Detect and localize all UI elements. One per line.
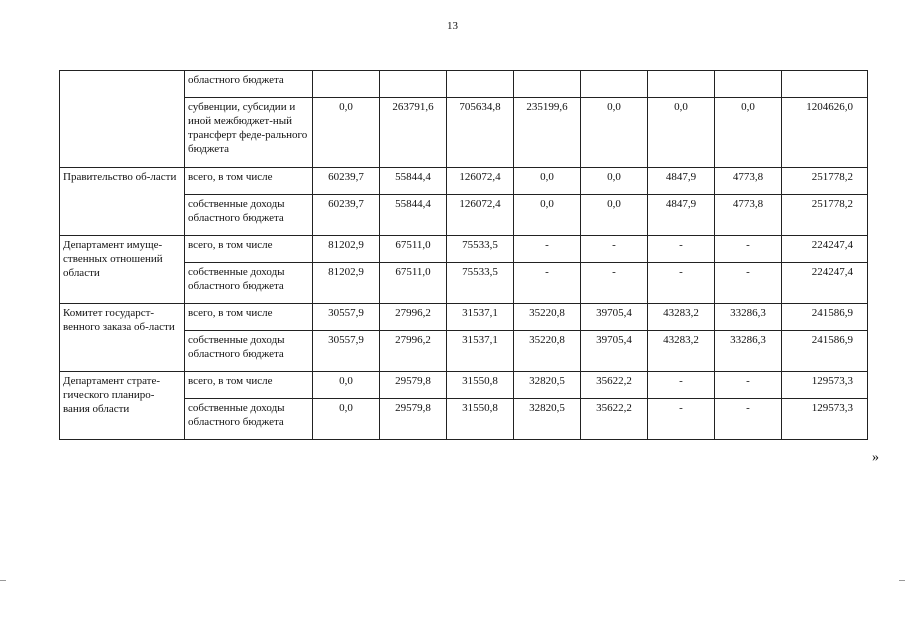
margin-mark-left bbox=[0, 580, 6, 581]
value-cell: 27996,2 bbox=[380, 304, 447, 331]
total-value-cell: 241586,9 bbox=[782, 304, 868, 331]
value-cell: 43283,2 bbox=[648, 304, 715, 331]
table-row bbox=[60, 236, 868, 263]
funding-source-cell: субвенции, субсидии и иной межбюджет-ный трансферт феде-рального бюджета bbox=[185, 98, 313, 168]
value-cell bbox=[581, 71, 648, 98]
closing-quote-mark: » bbox=[872, 450, 879, 465]
value-cell: 0,0 bbox=[648, 98, 715, 168]
value-cell: 235199,6 bbox=[514, 98, 581, 168]
value-cell: 35622,2 bbox=[581, 399, 648, 440]
value-cell: 263791,6 bbox=[380, 98, 447, 168]
value-cell: - bbox=[648, 236, 715, 263]
value-cell: 30557,9 bbox=[313, 331, 380, 372]
value-cell: 67511,0 bbox=[380, 263, 447, 304]
page-number: 13 bbox=[447, 20, 458, 32]
total-value-cell: 224247,4 bbox=[782, 263, 868, 304]
value-cell: 31550,8 bbox=[447, 399, 514, 440]
total-value-cell: 129573,3 bbox=[782, 372, 868, 399]
value-cell: 39705,4 bbox=[581, 331, 648, 372]
funding-source-cell: собственные доходы областного бюджета bbox=[185, 195, 313, 236]
value-cell: 0,0 bbox=[514, 195, 581, 236]
value-cell: 43283,2 bbox=[648, 331, 715, 372]
value-cell: 0,0 bbox=[581, 168, 648, 195]
organization-name-cell: Правительство об-ласти bbox=[60, 168, 185, 236]
total-value-cell: 224247,4 bbox=[782, 236, 868, 263]
value-cell: 0,0 bbox=[313, 399, 380, 440]
value-cell: 33286,3 bbox=[715, 331, 782, 372]
value-cell: - bbox=[581, 263, 648, 304]
value-cell: 33286,3 bbox=[715, 304, 782, 331]
value-cell: 55844,4 bbox=[380, 195, 447, 236]
value-cell: 35220,8 bbox=[514, 331, 581, 372]
value-cell: 31537,1 bbox=[447, 304, 514, 331]
funding-source-cell: всего, в том числе bbox=[185, 168, 313, 195]
value-cell: 75533,5 bbox=[447, 263, 514, 304]
value-cell bbox=[380, 71, 447, 98]
value-cell: 126072,4 bbox=[447, 168, 514, 195]
funding-source-cell: областного бюджета bbox=[185, 71, 313, 98]
value-cell: 55844,4 bbox=[380, 168, 447, 195]
organization-name-cell: Комитет государст-венного заказа об-ласти bbox=[60, 304, 185, 372]
value-cell: 0,0 bbox=[313, 372, 380, 399]
value-cell: - bbox=[648, 399, 715, 440]
value-cell: 0,0 bbox=[514, 168, 581, 195]
value-cell: 4773,8 bbox=[715, 168, 782, 195]
value-cell: 31537,1 bbox=[447, 331, 514, 372]
total-value-cell bbox=[782, 71, 868, 98]
value-cell: 81202,9 bbox=[313, 263, 380, 304]
value-cell: 60239,7 bbox=[313, 195, 380, 236]
value-cell: - bbox=[648, 372, 715, 399]
value-cell: 60239,7 bbox=[313, 168, 380, 195]
value-cell: - bbox=[715, 399, 782, 440]
value-cell: 32820,5 bbox=[514, 399, 581, 440]
value-cell: 35220,8 bbox=[514, 304, 581, 331]
organization-name-cell: Департамент страте-гического планиро-вания области bbox=[60, 372, 185, 440]
value-cell: 4773,8 bbox=[715, 195, 782, 236]
funding-source-cell: собственные доходы областного бюджета bbox=[185, 399, 313, 440]
total-value-cell: 251778,2 bbox=[782, 168, 868, 195]
value-cell: 0,0 bbox=[581, 98, 648, 168]
value-cell: - bbox=[514, 263, 581, 304]
value-cell: 30557,9 bbox=[313, 304, 380, 331]
value-cell bbox=[313, 71, 380, 98]
total-value-cell: 129573,3 bbox=[782, 399, 868, 440]
value-cell: - bbox=[581, 236, 648, 263]
value-cell: 35622,2 bbox=[581, 372, 648, 399]
value-cell: 27996,2 bbox=[380, 331, 447, 372]
table-row bbox=[60, 168, 868, 195]
value-cell: 75533,5 bbox=[447, 236, 514, 263]
funding-source-cell: всего, в том числе bbox=[185, 304, 313, 331]
value-cell: 705634,8 bbox=[447, 98, 514, 168]
value-cell: - bbox=[715, 236, 782, 263]
margin-mark-right bbox=[899, 580, 905, 581]
value-cell: - bbox=[715, 372, 782, 399]
value-cell: 29579,8 bbox=[380, 372, 447, 399]
value-cell: 0,0 bbox=[581, 195, 648, 236]
organization-name-cell bbox=[60, 71, 185, 168]
funding-source-cell: всего, в том числе bbox=[185, 372, 313, 399]
funding-source-cell: собственные доходы областного бюджета bbox=[185, 263, 313, 304]
total-value-cell: 251778,2 bbox=[782, 195, 868, 236]
table-row bbox=[60, 304, 868, 331]
organization-name-cell: Департамент имуще-ственных отношений области bbox=[60, 236, 185, 304]
total-value-cell: 241586,9 bbox=[782, 331, 868, 372]
value-cell: 4847,9 bbox=[648, 195, 715, 236]
value-cell bbox=[514, 71, 581, 98]
value-cell bbox=[447, 71, 514, 98]
value-cell: - bbox=[514, 236, 581, 263]
total-value-cell: 1204626,0 bbox=[782, 98, 868, 168]
value-cell: 0,0 bbox=[313, 98, 380, 168]
funding-source-cell: собственные доходы областного бюджета bbox=[185, 331, 313, 372]
budget-table bbox=[59, 70, 868, 440]
table-row bbox=[60, 372, 868, 399]
value-cell: 67511,0 bbox=[380, 236, 447, 263]
value-cell: 31550,8 bbox=[447, 372, 514, 399]
value-cell: 4847,9 bbox=[648, 168, 715, 195]
value-cell: 32820,5 bbox=[514, 372, 581, 399]
value-cell bbox=[648, 71, 715, 98]
value-cell: 0,0 bbox=[715, 98, 782, 168]
value-cell: - bbox=[648, 263, 715, 304]
value-cell: 81202,9 bbox=[313, 236, 380, 263]
funding-source-cell: всего, в том числе bbox=[185, 236, 313, 263]
value-cell: 29579,8 bbox=[380, 399, 447, 440]
value-cell bbox=[715, 71, 782, 98]
value-cell: 126072,4 bbox=[447, 195, 514, 236]
value-cell: 39705,4 bbox=[581, 304, 648, 331]
value-cell: - bbox=[715, 263, 782, 304]
table-row bbox=[60, 71, 868, 98]
